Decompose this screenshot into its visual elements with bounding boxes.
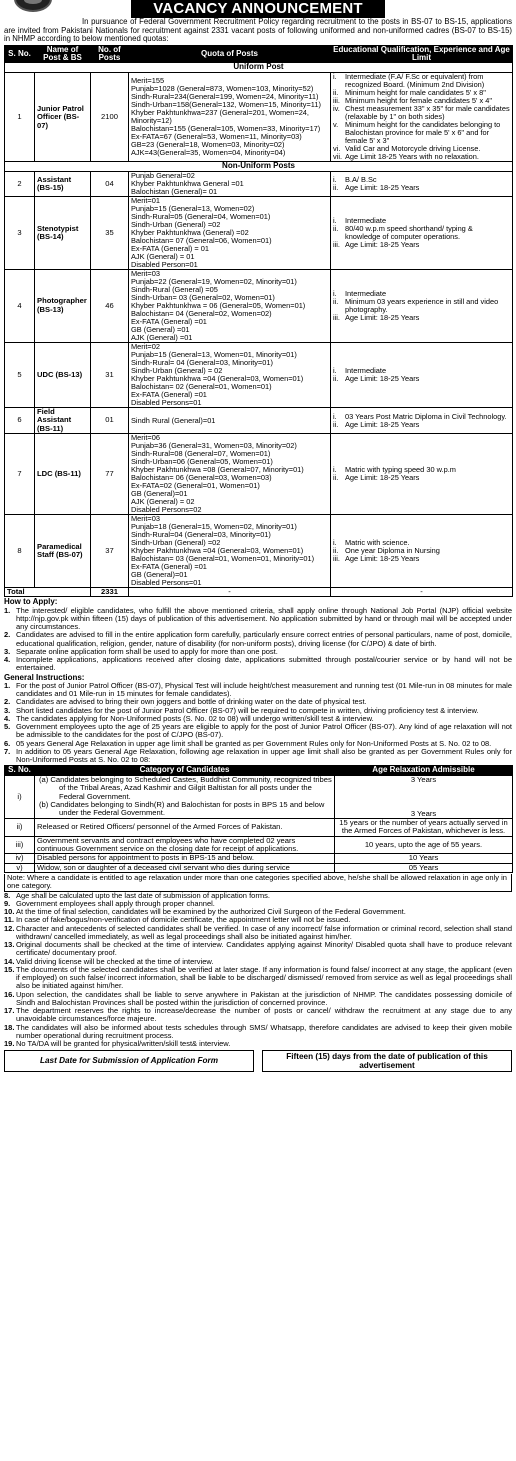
item-text: Chest measurement 33" x 35" for male candidates (relaxable by 1" on both sides) bbox=[345, 104, 510, 122]
post-quota bbox=[129, 515, 331, 588]
item-number: ii. bbox=[333, 88, 339, 98]
item-number: i. bbox=[333, 465, 337, 475]
age-note: Note: Where a candidate is entitled to age relaxation under more than one categories specified above, he/she shall be allowed relaxation in age only in one category. bbox=[4, 874, 512, 892]
quota-line: Sindh-Urban=158(General=132, Women=15, Minority=11) bbox=[131, 100, 321, 110]
item-number: v. bbox=[333, 120, 339, 130]
post-qualification bbox=[331, 342, 513, 407]
quota-line: AJK (General) =01 bbox=[131, 332, 193, 342]
instruction-item bbox=[4, 991, 512, 1008]
instruction-text: Separate online application form shall be used to apply for more than one post. bbox=[16, 646, 278, 656]
instruction-number: 19. bbox=[4, 1039, 15, 1049]
item-number: iv. bbox=[333, 104, 340, 114]
age-relaxation: 10 Years bbox=[335, 854, 513, 863]
post-count: 2100 bbox=[91, 73, 129, 162]
intro-paragraph: In pursuance of Federal Government Recruitment Policy regarding recruitment to the posts in BS-07 to BS-15, applications are invited from Pakistani Nationals for recruitment against 2331 vacant posts of following uniformed and non-uniformed cadres (BS-07 to BS-15) in NHMP according to below mentioned quotas: bbox=[4, 17, 512, 44]
quota-line: GB (General)=01 bbox=[131, 489, 188, 499]
age-relaxation: 10 years, upto the age of 55 years. bbox=[335, 836, 513, 854]
quota-line: Ex-FATA (General) = 01 bbox=[131, 244, 209, 254]
item-text: B.A/ B.Sc bbox=[345, 175, 377, 185]
quota-line: Merit=01 bbox=[131, 196, 160, 206]
instruction-number: 16. bbox=[4, 989, 15, 999]
post-quota bbox=[129, 270, 331, 343]
instruction-text: The candidates applying for Non-Uniformed posts (S. No. 02 to 08) will undergo written/skill test & interview. bbox=[16, 713, 374, 723]
post-row bbox=[5, 407, 513, 434]
instruction-item bbox=[4, 925, 512, 942]
post-name: Paramedical Staff (BS-07) bbox=[35, 515, 91, 588]
qualification-item bbox=[333, 474, 510, 482]
qualification-item bbox=[333, 184, 510, 192]
quota-line: Khyber Pakhtunkhwa =04 (General=03, Women=01) bbox=[131, 373, 304, 383]
post-qualification bbox=[331, 197, 513, 270]
quota-line: Punjab=1028 (General=873, Women=103, Minority=52) bbox=[131, 84, 314, 94]
quota-line: Sindh-Urban (General) = 02 bbox=[131, 365, 223, 375]
age-category: Widow, son or daughter of a deceased civil servant who dies during service bbox=[35, 863, 335, 872]
quota-line: Khyber Pakhtunkhwa = 06 (General=05, Women=01) bbox=[131, 300, 306, 310]
instruction-number: 14. bbox=[4, 956, 15, 966]
quota-line: AJK (General) = 02 bbox=[131, 497, 195, 507]
instruction-text: In addition to 05 years General Age Relaxation, following age relaxation in upper age limit shall also be granted as per Government Rules only for Non-Uniformed Posts at S. No. 02 to 08: bbox=[16, 746, 512, 765]
age-row bbox=[5, 836, 513, 854]
total-label: Total bbox=[5, 587, 91, 597]
item-text: Age Limit: 18-25 Years bbox=[345, 240, 420, 250]
age-category: Disabled persons for appointment to posts in BPS-15 and below. bbox=[35, 854, 335, 863]
age-relaxation: 15 years or the number of years actually served in the Armed Forces of Pakistan, whichever is less. bbox=[335, 819, 513, 837]
instruction-item bbox=[4, 631, 512, 648]
quota-line: Ex-FATA=67 (General=53, Women=11, Minority=03) bbox=[131, 132, 302, 142]
instruction-text: Candidates are advised to fill in the entire application form carefully, particularly ensure correct entries of personal particulars, name of post, domicile, educational qualification, religion, gender, nature of disability (for non-uniform posts), driving license (for C/JPO) & date of birth. bbox=[16, 630, 512, 648]
quota-line: Balochistan= 03 (General=01, Women=01, Minority=01) bbox=[131, 554, 315, 564]
age-header-cell: S. No. bbox=[5, 766, 35, 775]
post-count: 01 bbox=[91, 407, 129, 434]
item-number: i. bbox=[333, 216, 337, 226]
instruction-item bbox=[4, 723, 512, 740]
instruction-text: The documents of the selected candidates shall be verified at later stage. If any information is found false/ incorrect at any stage, the applicant (even if employed) on such false/ incorrect information, shall be liable to be discharged/ dismissed/ removed from service as well as legal proceedings shall also be initiated against him/her. bbox=[16, 964, 512, 991]
age-row-number: iii) bbox=[5, 836, 35, 854]
item-number: iii. bbox=[333, 554, 340, 564]
category-a: (a) Candidates belonging to Scheduled Castes, Buddhist Community, recognized tribes of the Tribal Areas, Azad Kashmir and Gilgit Baltistan for all posts under the Federal Government. bbox=[39, 775, 332, 801]
age-row-number: i) bbox=[5, 775, 35, 818]
how-to-apply-section bbox=[4, 597, 512, 764]
post-qualification bbox=[331, 434, 513, 515]
quota-line: Sindh-Rural= 04 (General=03, Minority=01) bbox=[131, 357, 273, 367]
section-row bbox=[5, 63, 513, 73]
post-quota bbox=[129, 73, 331, 162]
quota-line: Sindh-Rural (General) =05 bbox=[131, 284, 218, 294]
post-row bbox=[5, 434, 513, 515]
page-title: VACANCY ANNOUNCEMENT bbox=[4, 0, 512, 18]
quota-line: Disabled Person=01 bbox=[131, 260, 198, 270]
instruction-item bbox=[4, 966, 512, 991]
item-text: Age Limit: 18-25 Years bbox=[345, 554, 420, 564]
item-number: i. bbox=[333, 538, 337, 548]
age-table-header bbox=[5, 766, 513, 775]
post-quota bbox=[129, 342, 331, 407]
post-number: 2 bbox=[5, 172, 35, 197]
item-number: vi. bbox=[333, 144, 341, 154]
section-row bbox=[5, 162, 513, 172]
item-number: iii. bbox=[333, 96, 340, 106]
age-row-number: v) bbox=[5, 863, 35, 872]
instruction-number: 6. bbox=[4, 738, 11, 748]
posts-table-header bbox=[5, 45, 513, 63]
qualification-item bbox=[333, 153, 510, 161]
age-row bbox=[5, 819, 513, 837]
quota-line: Punjab General=02 bbox=[131, 171, 195, 181]
last-date-value: Fifteen (15) days from the date of publication of this advertisement bbox=[262, 1050, 512, 1072]
age-header-cell: Category of Candidates bbox=[35, 766, 335, 775]
instruction-number: 9. bbox=[4, 898, 11, 908]
post-count: 77 bbox=[91, 434, 129, 515]
item-number: ii. bbox=[333, 473, 339, 483]
total-row bbox=[5, 587, 513, 597]
post-name: LDC (BS-11) bbox=[35, 434, 91, 515]
post-quota bbox=[129, 407, 331, 434]
post-name: Stenotypist (BS-14) bbox=[35, 197, 91, 270]
age-row-number: ii) bbox=[5, 819, 35, 837]
item-text: Minimum height for female candidates 5' x 4" bbox=[345, 96, 492, 106]
quota-line: Punjab=36 (General=31, Women=03, Minority=02) bbox=[131, 441, 297, 451]
quota-line: Disabled Persons=01 bbox=[131, 397, 202, 407]
quota-line: Balochistan= 06 (General=03, Women=03) bbox=[131, 473, 272, 483]
instruction-text: Incomplete applications, applications received after closing date, applications submitted through postal/courier service or by hand will not be entertained. bbox=[16, 655, 512, 673]
post-name: Assistant (BS-15) bbox=[35, 172, 91, 197]
post-count: 35 bbox=[91, 197, 129, 270]
item-text: Valid Car and Motorcycle driving License. bbox=[345, 144, 481, 154]
posts-table-body bbox=[5, 63, 513, 597]
item-text: Age Limit 18-25 Years with no relaxation. bbox=[345, 152, 479, 162]
item-text: Intermediate (F.A/ F.Sc or equivalent) from recognized Board. (Minimum 2nd Division) bbox=[345, 72, 485, 90]
relaxation-a: 3 Years bbox=[410, 774, 437, 784]
post-row bbox=[5, 73, 513, 162]
instruction-number: 8. bbox=[4, 890, 11, 900]
item-number: i. bbox=[333, 72, 337, 82]
quota-line: Punjab=18 (General=15, Women=02, Minority=01) bbox=[131, 522, 297, 532]
quota-line: Sindh-Rural=04 (General=03, Minority=01) bbox=[131, 530, 271, 540]
item-number: ii. bbox=[333, 373, 339, 383]
qualification-item bbox=[333, 375, 510, 383]
item-text: Age Limit: 18-25 Years bbox=[345, 312, 420, 322]
section-title: Uniform Post bbox=[5, 63, 513, 73]
instruction-item bbox=[4, 941, 512, 958]
instruction-number: 12. bbox=[4, 923, 15, 933]
qualification-item bbox=[333, 121, 510, 145]
total-dash: - bbox=[129, 587, 331, 597]
quota-line: Balochistan (General)= 01 bbox=[131, 187, 218, 197]
item-number: ii. bbox=[333, 546, 339, 556]
instruction-number: 4. bbox=[4, 655, 11, 665]
item-number: i. bbox=[333, 175, 337, 185]
post-number: 4 bbox=[5, 270, 35, 343]
posts-header-cell: No. of Posts bbox=[91, 45, 129, 63]
item-text: 80/40 w.p.m speed shorthand/ typing & knowledge of computer operations. bbox=[345, 224, 473, 242]
quota-line: Ex-FATA (General) =01 bbox=[131, 562, 207, 571]
post-row bbox=[5, 342, 513, 407]
age-category: Government servants and contract employees who have completed 02 years continuous Government service on the closing date for receipt of applications. bbox=[35, 836, 335, 854]
item-text: Minimum height for the candidates belonging to Balochistan province for male 5' x 6" and for female 5' x 3" bbox=[345, 120, 501, 146]
quota-line: Sindh-Rural=08 (General=07, Women=01) bbox=[131, 449, 271, 459]
instruction-text: Valid driving license will be checked at the time of interview. bbox=[16, 956, 214, 966]
item-number: ii. bbox=[333, 419, 339, 429]
posts-header-cell: Educational Qualification, Experience and Age Limit bbox=[331, 45, 513, 63]
instruction-number: 1. bbox=[4, 605, 11, 615]
instruction-number: 15. bbox=[4, 964, 15, 974]
instruction-number: 17. bbox=[4, 1006, 15, 1016]
item-text: Minimum height for male candidates 5' x 8" bbox=[345, 88, 486, 98]
quota-line: Khyber Pakhtunkhwa=237 (General=201, Women=24, Minority=12) bbox=[131, 108, 309, 126]
instruction-item bbox=[4, 748, 512, 765]
instruction-number: 2. bbox=[4, 697, 11, 707]
post-quota bbox=[129, 197, 331, 270]
instruction-text: Upon selection, the candidates shall be liable to serve anywhere in Pakistan at the jurisdiction of NHMP. The candidates possessing domicile of Sindh and Balochistan Provinces shall be posted within the jurisdiction of concerned province. bbox=[16, 989, 512, 1007]
posts-header-cell: Quota of Posts bbox=[129, 45, 331, 63]
qualification-item bbox=[333, 421, 510, 429]
quota-line: Sindh-Urban= 03 (General=02, Women=01) bbox=[131, 292, 275, 302]
qualification-item bbox=[333, 241, 510, 249]
instruction-item bbox=[4, 1007, 512, 1024]
posts-table bbox=[4, 45, 513, 598]
item-text: Matric with science. bbox=[345, 538, 410, 548]
age-header-cell: Age Relaxation Admissible bbox=[335, 766, 513, 775]
post-number: 5 bbox=[5, 342, 35, 407]
age-row-number: iv) bbox=[5, 854, 35, 863]
posts-header-cell: Name of Post & BS bbox=[35, 45, 91, 63]
item-text: One year Diploma in Nursing bbox=[345, 546, 440, 556]
post-row bbox=[5, 172, 513, 197]
age-category: Released or Retired Officers/ personnel of the Armed Forces of Pakistan. bbox=[35, 819, 335, 837]
item-text: Minimum 03 years experience in still and video photography. bbox=[345, 296, 499, 314]
quota-line: Khyber Pakhtunkhwa =04 (General=03, Women=01) bbox=[131, 546, 304, 556]
post-count: 31 bbox=[91, 342, 129, 407]
post-qualification bbox=[331, 73, 513, 162]
more-instructions bbox=[4, 892, 512, 1049]
instruction-text: Short listed candidates for the post of Junior Patrol Officer (BS-07) will be required to compete in written, driving proficiency test & interview. bbox=[16, 705, 479, 715]
instruction-number: 1. bbox=[4, 680, 11, 690]
post-name: Field Assistant (BS-11) bbox=[35, 407, 91, 434]
post-count: 46 bbox=[91, 270, 129, 343]
quota-line: Khyber Pakhtunkhwa =08 (General=07, Minority=01) bbox=[131, 465, 304, 475]
quota-line: Punjab=15 (General=13, Women=01, Minority=01) bbox=[131, 349, 297, 359]
category-b: (b) Candidates belonging to Sindh(R) and Balochistan for posts in BPS 15 and below under the Federal Government. bbox=[39, 800, 325, 818]
post-name: Photographer (BS-13) bbox=[35, 270, 91, 343]
post-qualification bbox=[331, 407, 513, 434]
age-relaxation-table bbox=[4, 765, 513, 873]
post-number: 6 bbox=[5, 407, 35, 434]
section-title: Non-Uniform Posts bbox=[5, 162, 513, 172]
quota-line: Merit=06 bbox=[131, 433, 160, 443]
quota-line: GB (General) =01 bbox=[131, 324, 190, 334]
post-number: 3 bbox=[5, 197, 35, 270]
instruction-text: In case of fake/bogus/non-verification of domicile certificate, the appointment letter will not be issued. bbox=[16, 915, 351, 925]
qualification-item bbox=[333, 314, 510, 322]
quota-line: Punjab=22 (General=19, Women=02, Minority=01) bbox=[131, 277, 297, 286]
quota-line: Ex-FATA (General) =01 bbox=[131, 316, 207, 326]
post-row bbox=[5, 270, 513, 343]
instruction-item bbox=[4, 1040, 512, 1048]
post-quota bbox=[129, 172, 331, 197]
instruction-text: The interested/ eligible candidates, who fulfill the above mentioned criteria, shall apply online through National Job Portal (NJP) official website http://njp.gov.pk within fifteen (15) days of publication of this advertisement. No application submitted by hand or through mail will be accepted under any circumstances. bbox=[16, 605, 512, 632]
instruction-text: Government employees shall apply through proper channel. bbox=[16, 898, 215, 908]
quota-line: Khyber Pakhtunkhwa General =01 bbox=[131, 179, 244, 189]
instruction-number: 10. bbox=[4, 907, 15, 917]
quota-line: Punjab=15 (General=13, Women=02) bbox=[131, 204, 255, 214]
relaxation-b: 3 Years bbox=[410, 808, 437, 818]
post-number: 7 bbox=[5, 434, 35, 515]
instruction-text: At the time of final selection, candidates will be examined by the authorized Civil Surgeon of the Federal Government. bbox=[16, 907, 406, 917]
quota-line: Ex-FATA=02 (General=01, Women=01) bbox=[131, 481, 260, 491]
qualification-item bbox=[333, 105, 510, 121]
instruction-text: The department reserves the rights to increase/decrease the number of posts or cancel/ withdraw the recruitment at any stage due to any unavoidable circumstances/force majeure. bbox=[16, 1006, 512, 1024]
how-to-apply-title: How to Apply: bbox=[4, 597, 58, 607]
instruction-text: Original documents shall be checked at the time of interview. Candidates applying against Minority/ Disabled quota shall have to produce relevant certificate/ documentary proof. bbox=[16, 940, 512, 958]
item-number: ii. bbox=[333, 224, 339, 234]
quota-line: Merit=155 bbox=[131, 76, 165, 86]
age-row bbox=[5, 863, 513, 872]
post-number: 8 bbox=[5, 515, 35, 588]
item-text: Age Limit: 18-25 Years bbox=[345, 183, 420, 193]
post-quota bbox=[129, 434, 331, 515]
quota-line: AJK (General) = 01 bbox=[131, 252, 195, 262]
instruction-number: 3. bbox=[4, 705, 11, 715]
instruction-item bbox=[4, 607, 512, 632]
post-name: Junior Patrol Officer (BS-07) bbox=[35, 73, 91, 162]
item-number: i. bbox=[333, 365, 337, 375]
instruction-text: For the post of Junior Patrol Officer (BS-07), Physical Test will include height/chest measurement and running test (01 Mile-run in 08 minutes for male candidates and 01 Mile-run in 15 minutes for female candidates). bbox=[16, 680, 512, 699]
quota-line: Balochistan= 07 (General=06, Women=01) bbox=[131, 236, 272, 246]
instruction-text: The candidates will also be informed about tests schedules through SMS/ Whatsapp, therefore candidates are advised to keep their given mobile number operational during recruitment process. bbox=[16, 1022, 512, 1040]
quota-line: AJK=43(General=35, Women=04, Minority=04) bbox=[131, 148, 286, 158]
instruction-text: Candidates are advised to bring their own joggers and bottle of drinking water on the date of physical test. bbox=[16, 697, 367, 707]
quota-line: Sindh-Urban (General) =02 bbox=[131, 538, 221, 548]
quota-line: Khyber Pakhtunkhwa (General) =02 bbox=[131, 228, 249, 238]
instruction-item bbox=[4, 1024, 512, 1041]
quota-line: GB=23 (General=18, Women=03, Minority=02) bbox=[131, 140, 285, 150]
post-qualification bbox=[331, 515, 513, 588]
last-date-label: Last Date for Submission of Application Form bbox=[4, 1050, 254, 1072]
item-number: iii. bbox=[333, 240, 340, 250]
instruction-number: 7. bbox=[4, 746, 11, 756]
quota-line: Merit=03 bbox=[131, 269, 160, 279]
post-row bbox=[5, 515, 513, 588]
last-date-box bbox=[4, 1050, 512, 1072]
item-text: Intermediate bbox=[345, 365, 387, 375]
instruction-number: 5. bbox=[4, 722, 11, 732]
post-qualification bbox=[331, 270, 513, 343]
instruction-number: 11. bbox=[4, 915, 15, 925]
instruction-text: 05 years General Age Relaxation in upper age limit shall be granted as per Government Rules only for Non-Uniformed Posts at S. No. 02 to 08. bbox=[16, 738, 492, 748]
age-category bbox=[35, 775, 335, 818]
quota-line: Balochistan= 04 (General=02, Women=02) bbox=[131, 308, 272, 318]
quota-line: Balochistan=155 (General=105, Women=33, Minority=17) bbox=[131, 124, 321, 134]
age-relaxation bbox=[335, 775, 513, 818]
quota-line: Sindh-Rural=234(General=199, Women=24, Minority=11) bbox=[131, 92, 319, 102]
quota-line: Merit=03 bbox=[131, 514, 160, 524]
instruction-text: Age shall be calculated upto the last date of submission of application forms. bbox=[16, 890, 270, 900]
general-instructions-title: General Instructions: bbox=[4, 672, 85, 682]
posts-header-cell: S. No. bbox=[5, 45, 35, 63]
instruction-number: 4. bbox=[4, 713, 11, 723]
item-text: Intermediate bbox=[345, 216, 387, 226]
quota-line: Merit=02 bbox=[131, 341, 160, 351]
item-number: vii. bbox=[333, 152, 343, 162]
instruction-text: Government employees upto the age of 25 years are eligible to apply for the post of Junior Patrol Officer (BS-07). Any kind of age relaxation will not be admissible to the candidates for the post of C/JPO (BS-07). bbox=[16, 722, 512, 740]
instruction-number: 2. bbox=[4, 630, 11, 640]
qualification-item bbox=[333, 225, 510, 241]
item-number: iii. bbox=[333, 312, 340, 322]
post-count: 37 bbox=[91, 515, 129, 588]
post-number: 1 bbox=[5, 73, 35, 162]
item-number: i. bbox=[333, 411, 337, 421]
item-text: 03 Years Post Matric Diploma in Civil Technology. bbox=[345, 411, 507, 421]
item-number: ii. bbox=[333, 183, 339, 193]
post-row bbox=[5, 197, 513, 270]
instruction-item bbox=[4, 656, 512, 673]
qualification-item bbox=[333, 555, 510, 563]
age-row bbox=[5, 775, 513, 818]
item-text: Age Limit: 18-25 Years bbox=[345, 419, 420, 429]
qualification-item bbox=[333, 298, 510, 314]
quota-line: Sindh-Urban=06 (General=05, Women=01) bbox=[131, 457, 273, 467]
quota-line: GB (General)=01 bbox=[131, 569, 188, 579]
quota-line: Sindh Rural (General)=01 bbox=[131, 415, 216, 425]
item-number: i. bbox=[333, 288, 337, 298]
post-name: UDC (BS-13) bbox=[35, 342, 91, 407]
quota-line: Balochistan= 02 (General=01, Women=01) bbox=[131, 381, 272, 391]
quota-line: Sindh-Urban (General) =02 bbox=[131, 220, 221, 230]
total-count: 2331 bbox=[91, 587, 129, 597]
total-dash: - bbox=[331, 587, 513, 597]
quota-line: Disabled Persons=02 bbox=[131, 505, 202, 515]
post-qualification bbox=[331, 172, 513, 197]
item-text: Intermediate bbox=[345, 288, 387, 298]
instruction-text: No TA/DA will be granted for physical/written/skill test& interview. bbox=[16, 1039, 231, 1049]
instruction-text: Character and antecedents of selected candidates shall be verified. In case of any incorrect/ false information or criminal record, selection shall stand withdrawn/ cancelled immediately, as well as legal proceedings shall also be initiated against him/her. bbox=[16, 923, 512, 941]
item-number: ii. bbox=[333, 296, 339, 306]
quota-line: Ex-FATA (General) =01 bbox=[131, 389, 207, 399]
qualification-item bbox=[333, 73, 510, 89]
instruction-number: 13. bbox=[4, 940, 15, 950]
instruction-number: 18. bbox=[4, 1022, 15, 1032]
age-row bbox=[5, 854, 513, 863]
quota-line: Disabled Persons=01 bbox=[131, 577, 202, 587]
item-text: Matric with typing speed 30 w.p.m bbox=[345, 465, 456, 475]
quota-line: Sindh-Rural=05 (General=04, Women=01) bbox=[131, 212, 271, 222]
item-text: Age Limit: 18-25 Years bbox=[345, 373, 420, 383]
age-relaxation: 05 Years bbox=[335, 863, 513, 872]
instruction-item bbox=[4, 682, 512, 699]
post-count: 04 bbox=[91, 172, 129, 197]
item-text: Age Limit: 18-25 Years bbox=[345, 473, 420, 483]
instruction-number: 3. bbox=[4, 646, 11, 656]
